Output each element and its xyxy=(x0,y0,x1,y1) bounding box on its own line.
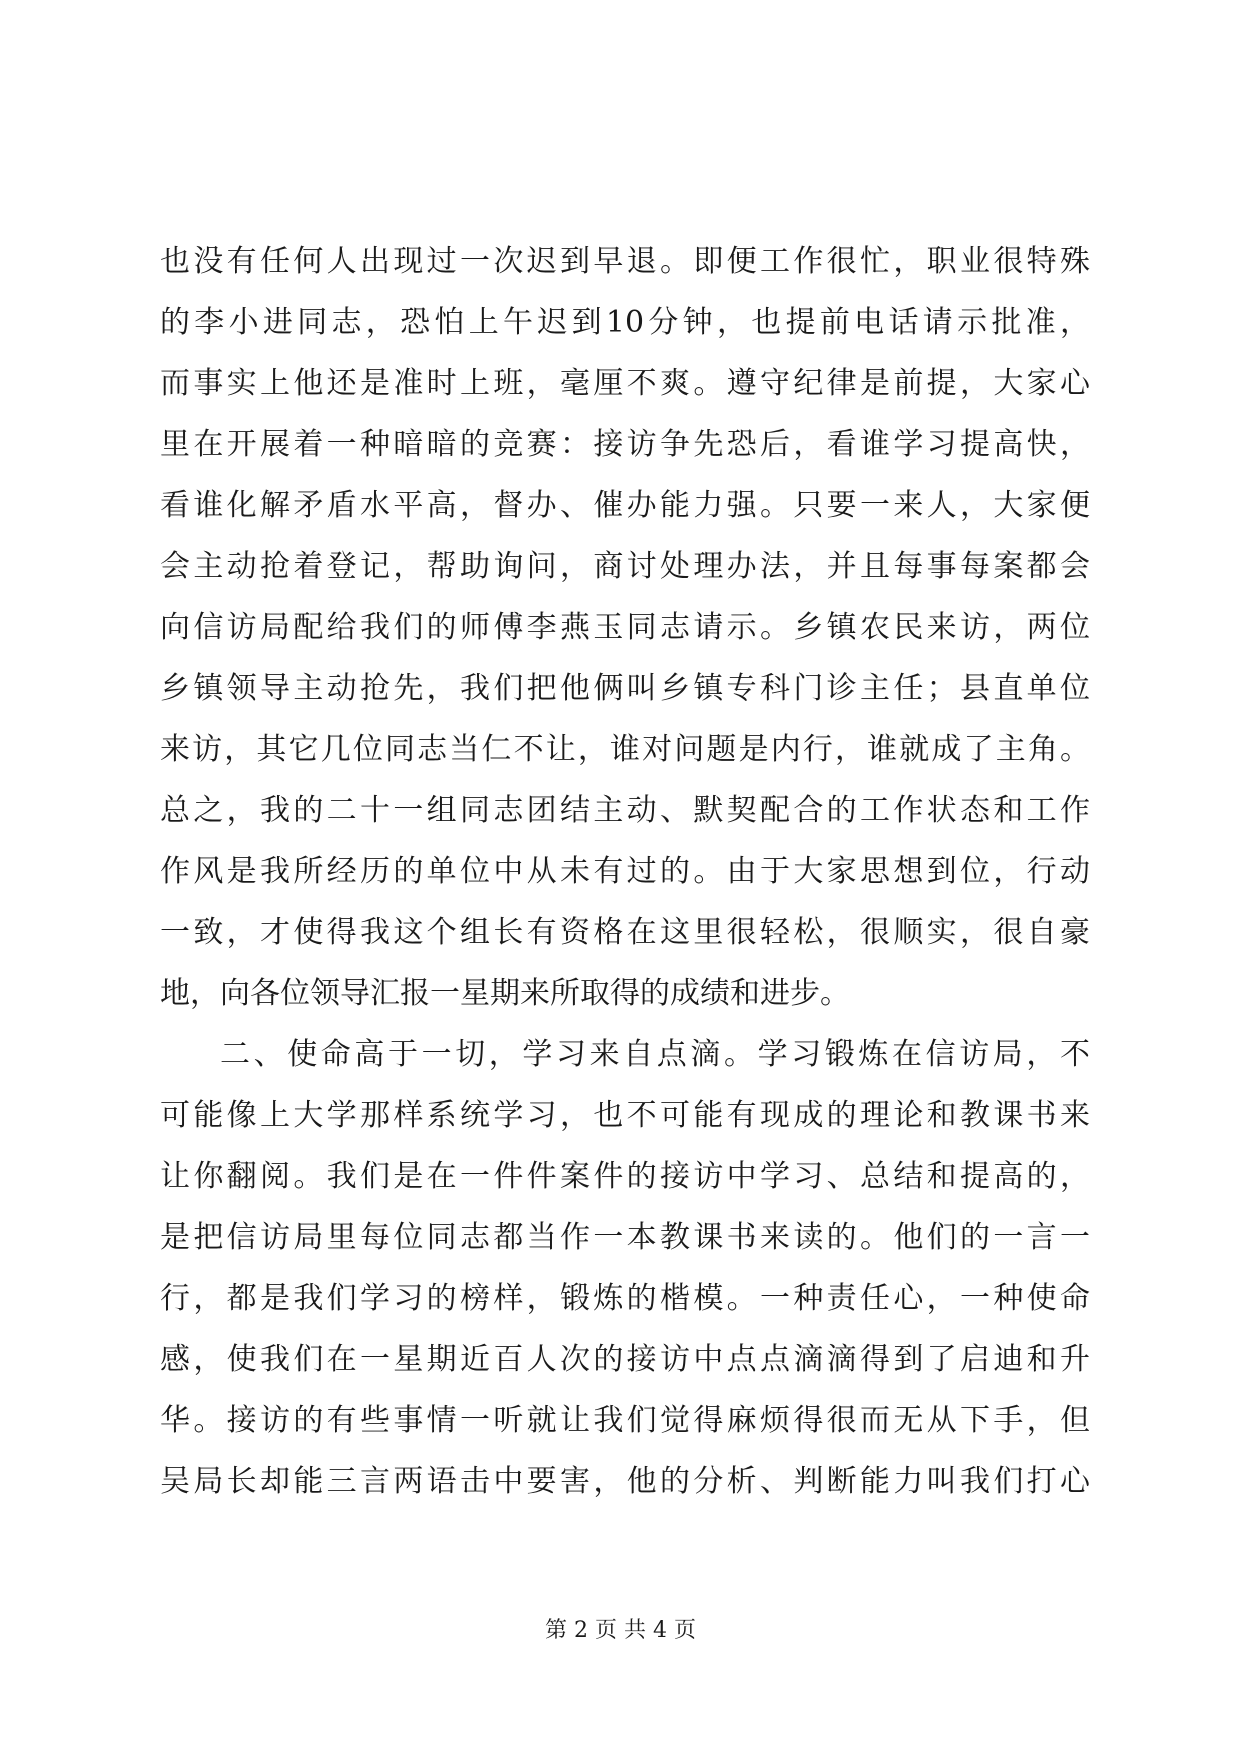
text-line: 行，都是我们学习的榜样，锻炼的楷模。一种责任心，一种使命 xyxy=(160,1281,1090,1316)
page-number-footer: 第 2 页 共 4 页 xyxy=(545,1618,696,1643)
paragraph-start-line: 二、使命高于一切，学习来自点滴。学习锻炼在信访局，不 xyxy=(220,1037,1090,1072)
text-line: 会主动抢着登记，帮助询问，商讨处理办法，并且每事每案都会 xyxy=(160,549,1090,584)
text-line: 来访，其它几位同志当仁不让，谁对问题是内行，谁就成了主角。 xyxy=(160,732,1090,767)
body-text xyxy=(160,231,1090,1512)
text-line: 让你翻阅。我们是在一件件案件的接访中学习、总结和提高的， xyxy=(160,1159,1090,1194)
text-line: 是把信访局里每位同志都当作一本教课书来读的。他们的一言一 xyxy=(160,1220,1090,1255)
text-line: 向信访局配给我们的师傅李燕玉同志请示。乡镇农民来访，两位 xyxy=(160,610,1090,645)
text-line: 感，使我们在一星期近百人次的接访中点点滴滴得到了启迪和升 xyxy=(160,1342,1090,1377)
paragraph-end-line: 地，向各位领导汇报一星期来所取得的成绩和进步。 xyxy=(160,976,850,1011)
text-line: 乡镇领导主动抢先，我们把他俩叫乡镇专科门诊主任；县直单位 xyxy=(160,671,1090,706)
text-line: 作风是我所经历的单位中从未有过的。由于大家思想到位，行动 xyxy=(160,854,1090,889)
text-line: 看谁化解矛盾水平高，督办、催办能力强。只要一来人，大家便 xyxy=(160,488,1090,523)
text-line: 可能像上大学那样系统学习，也不可能有现成的理论和教课书来 xyxy=(160,1098,1090,1133)
text-line: 也没有任何人出现过一次迟到早退。即便工作很忙，职业很特殊 xyxy=(160,244,1090,279)
text-line: 华。接访的有些事情一听就让我们觉得麻烦得很而无从下手，但 xyxy=(160,1403,1090,1438)
text-line: 而事实上他还是准时上班，毫厘不爽。遵守纪律是前提，大家心 xyxy=(160,366,1090,401)
text-line: 吴局长却能三言两语击中要害，他的分析、判断能力叫我们打心 xyxy=(160,1464,1090,1499)
text-line: 的李小进同志，恐怕上午迟到10分钟，也提前电话请示批准， xyxy=(160,305,1090,340)
text-line: 里在开展着一种暗暗的竞赛：接访争先恐后，看谁学习提高快， xyxy=(160,427,1090,462)
text-line: 总之，我的二十一组同志团结主动、默契配合的工作状态和工作 xyxy=(160,793,1090,828)
text-line: 一致，才使得我这个组长有资格在这里很轻松，很顺实，很自豪 xyxy=(160,915,1090,950)
